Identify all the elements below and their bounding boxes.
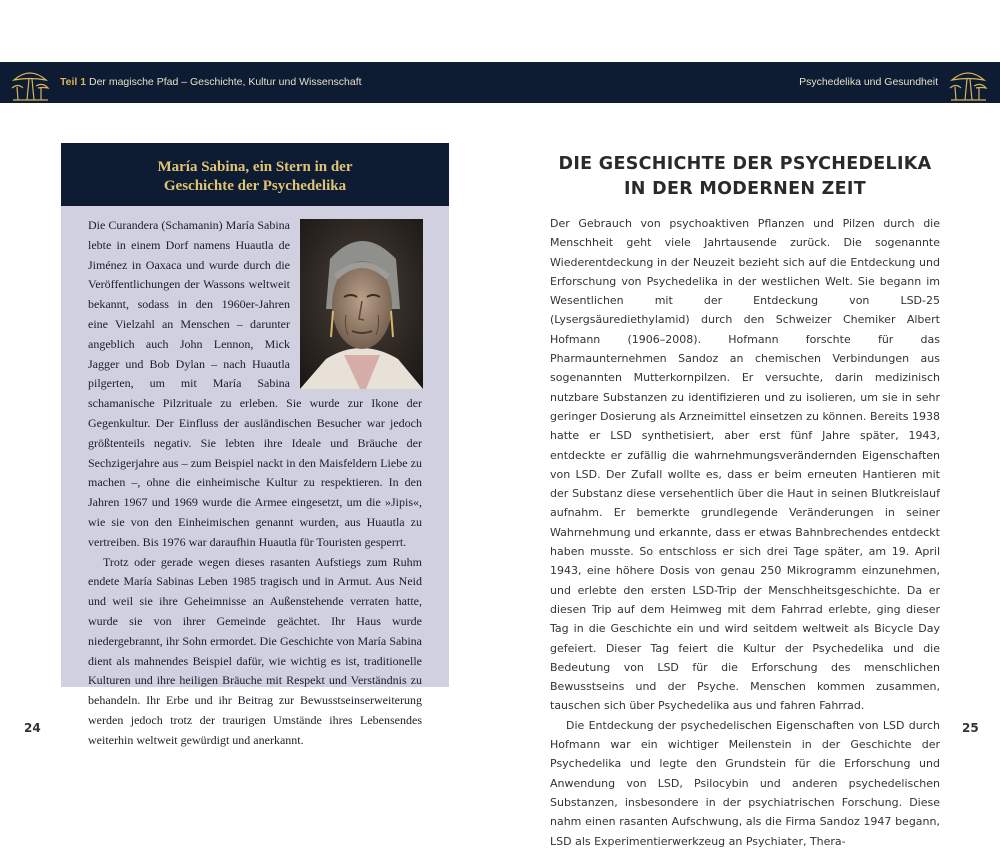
header-left <box>60 76 362 88</box>
sidebar-paragraph: Trotz oder gerade wegen dieses rasanten Aufstiegs zum Ruhm endete María Sabinas Leben 1985 tragisch und in Armut. Aus Neid und weil sie ihre Geheimnisse an Außenstehende verraten hatte, wurde sie von ihrer Gemeinde geächtet. Ihr Haus wurde niedergebrannt, ihr Sohn ermordet. Die Geschichte von María Sabina dient als mahnendes Beispiel dafür, wie wichtig es ist, traditionelle Kulturen und ihre heiligen Bräuche mit Respekt und Verständnis zu behandeln. Ihr Erbe und ihr Beitrag zur Bewusstseinserweiterung werden jedoch trotz der traurigen Umstände ihres Lebensendes weiterhin weltweit gewürdigt und anerkannt. <box>88 554 422 747</box>
page-number-right: 25 <box>962 721 979 735</box>
sidebar-title-line2: Geschichte der Psychedelika <box>163 178 347 194</box>
article-title-line1: DIE GESCHICHTE DER PSYCHEDELIKA <box>558 154 932 174</box>
portrait-spacer <box>290 216 422 394</box>
running-header <box>0 62 1000 103</box>
header-part-title: Der magische Pfad – Geschichte, Kultur und Wissenschaft <box>89 76 362 88</box>
sidebar-paragraph: Die Curandera (Schamanin) María Sabina lebte in einem Dorf namens Huautla de Jiménez in Oaxaca und wurde durch die Veröffentlichungen der Wassons weltweit bekannt, sodass in den 1960er-Jahren eine Vielzahl an Menschen – darunter angeblich auch John Lennon, Mick Jagger und Bob Dylan – nach Huautla pilgerten, um mit María Sabina schamanische Pilzrituale zu erleben. Sie wurde zur Ikone der Gegenkultur. Der Einfluss der ausländischen Besucher war jedoch größtenteils negativ. Sie lebten ihre Ideale und Bräuche der Sechzigerjahre aus – zum Beispiel nackt in den Maisfeldern Liebe zu machen –, ohne die einheimische Kultur zu respektieren. In den Jahren 1967 und 1969 wurde die Armee eingesetzt, um die »Jipis«, wie sie von den Einheimischen genannt wurden, aus Huautla zu vertreiben. Bis 1976 war daraufhin Huautla für Touristen gesperrt. <box>88 218 422 549</box>
mushroom-icon <box>948 64 988 102</box>
article-title <box>550 152 940 202</box>
page-number-left: 24 <box>24 721 41 735</box>
header-right-title: Psychedelika und Gesundheit <box>799 76 938 88</box>
article-paragraph: Der Gebrauch von psychoaktiven Pflanzen und Pilzen durch die Menschheit geht viele Jahrtausende zurück. Die sogenannte Wiederentdeckung in der Neuzeit bezieht sich auf die Entdeckung und Erforschung von Psychedelika in der westlichen Welt. Sie begann im Wesentlichen mit der Entdeckung von LSD-25 (Lysergsäurediethylamid) durch den Schweizer Chemiker Albert Hofmann (1906–2008). Hofmann forschte für das Pharmaunternehmen Sandoz an chemischen Verbindungen aus sogenannten Mutterkornpilzen. Er versuchte, darin medizinisch nutzbare Substanzen zu identifizieren und zu isolieren, um sie in sehr geringer Dosierung als Arzneimittel einsetzen zu können. Bereits 1938 hatte er LSD synthetisiert, aber erst fünf Jahre später, 1943, entdeckte er zufällig die wahrnehmungsverändernden Eigenschaften von LSD. Der Zufall wollte es, dass er beim erneuten Hantieren mit der Substanz diese versehentlich über die Haut in seinen Blutkreislauf aufnahm. Er bemerkte grundlegende Veränderungen in seiner Wahrnehmung und erkannte, dass er etwas Bahnbrechendes entdeckt haben musste. So entschloss er sich drei Tage später, am 19. April 1943, eine höhere Dosis von genau 250 Mikrogramm einzunehmen, und erlebte den ersten LSD-Trip der Menschheitsgeschichte. Da er diesen Trip auf dem Heimweg mit dem Fahrrad erlebte, ging dieser Tag in die Geschichte ein und wird seitdem weltweit als Bicycle Day gefeiert. Dieser Tag feiert die Kultur der Psychedelika und die Bedeutung von LSD für die Erforschung des menschlichen Bewusstseins und der Psyche. Menschen kommen zusammen, tauschen sich über Psychedelika aus und fahren Fahrrad. <box>550 217 940 713</box>
article-title-line2: IN DER MODERNEN ZEIT <box>624 179 866 199</box>
sidebar-body <box>88 216 422 751</box>
sidebar-box-title <box>61 158 449 196</box>
mushroom-icon <box>10 64 50 102</box>
sidebar-title-line1: María Sabina, ein Stern in der <box>157 159 353 175</box>
header-part-label: Teil 1 <box>60 76 87 88</box>
article-body <box>550 214 940 851</box>
article-paragraph: Die Entdeckung der psychedelischen Eigenschaften von LSD durch Hofmann war ein wichtiger Meilenstein in der Geschichte der Psychedelika und legte den Grundstein für die Erforschung und Anwendung von LSD, Psilocybin und anderen psychedelischen Substanzen, insbesondere in der psychiatrischen Forschung. Diese nahm einen rasanten Aufschwung, als die Firma Sandoz 1947 begann, LSD als Experimentierwerkzeug an Psychiater, Thera- <box>550 718 940 848</box>
sidebar-box-header <box>61 143 449 206</box>
